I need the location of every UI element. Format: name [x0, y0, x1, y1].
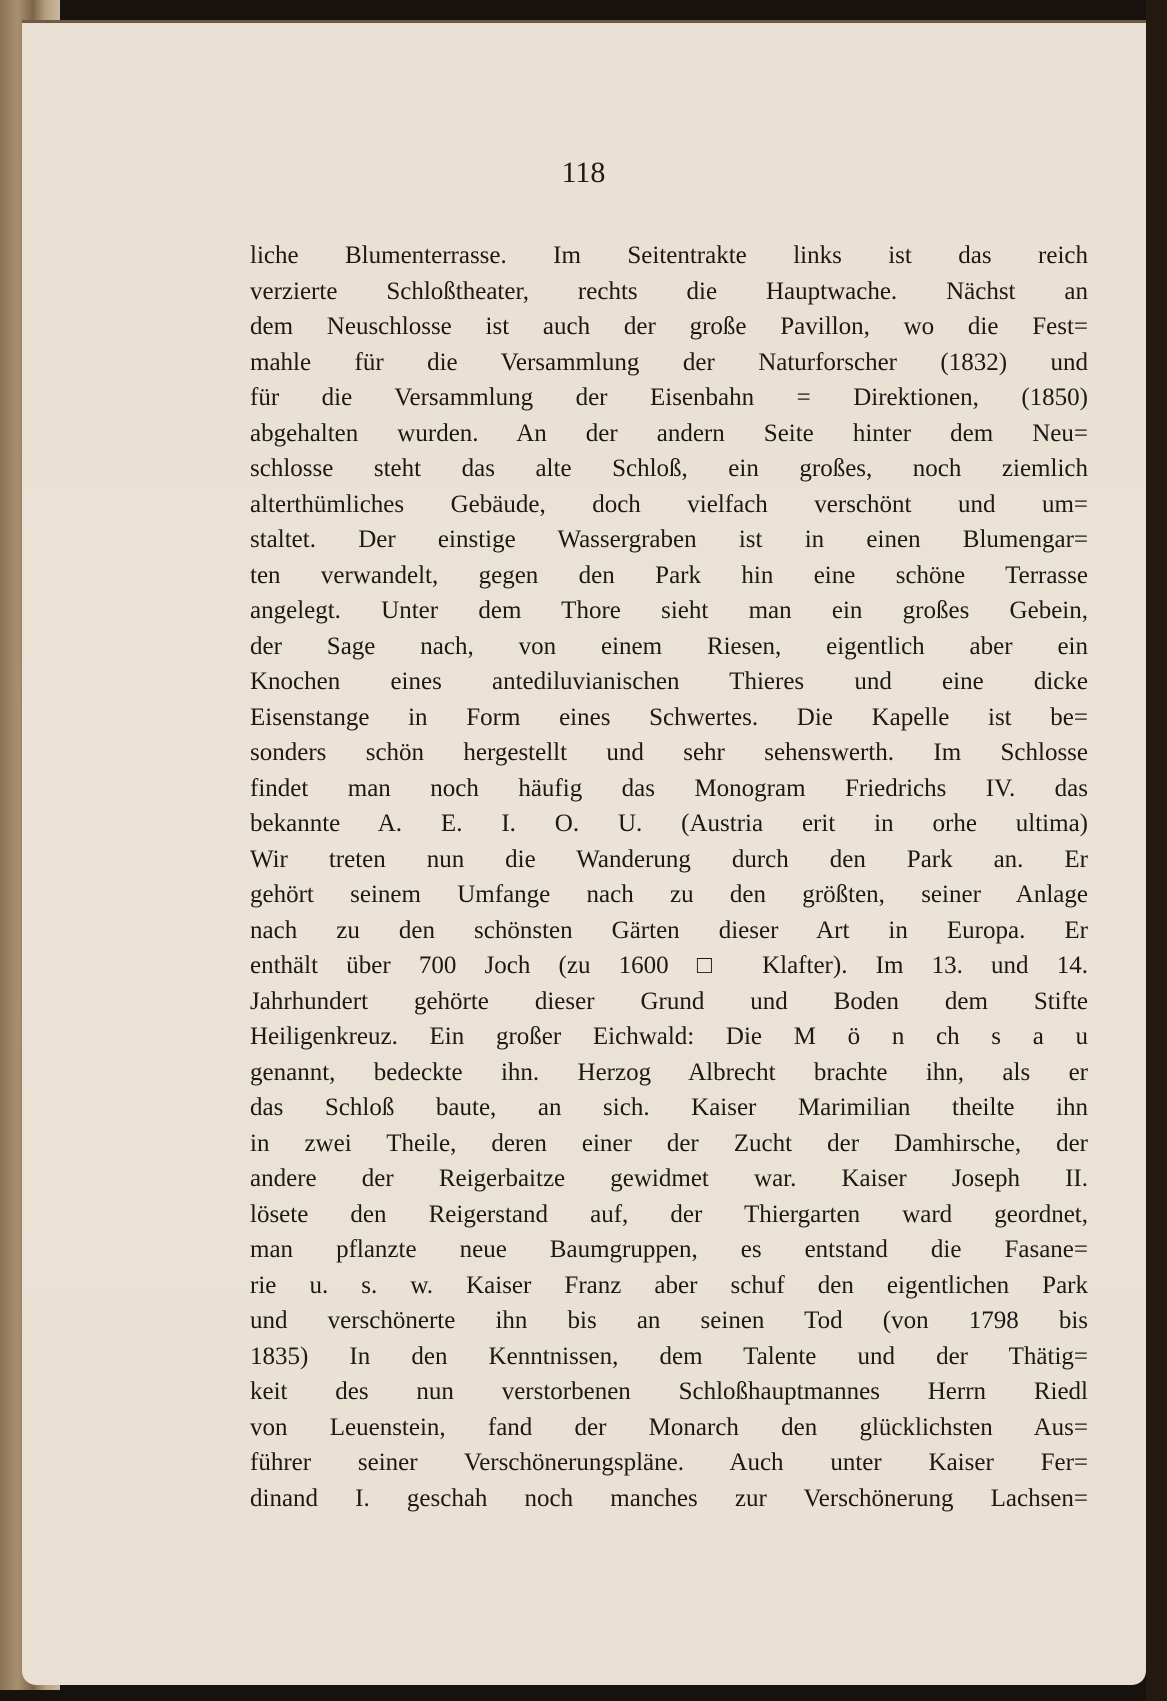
text-line: Knochen eines antediluvianischen Thieres und eine dicke [250, 668, 1088, 695]
text-line: von Leuenstein, fand der Monarch den glücklichsten Aus= [250, 1413, 1088, 1441]
page-body-text [250, 238, 1088, 1516]
text-line: das Schloß baute, an sich. Kaiser Marimilian theilte ihn [250, 1094, 1088, 1121]
text-line: Jahrhundert gehörte dieser Grund und Boden dem Stifte [250, 987, 1088, 1015]
text-line: und verschönerte ihn bis an seinen Tod (von 1798 bis [250, 1307, 1088, 1334]
text-line: keit des nun verstorbenen Schloßhauptmannes Herrn Riedl [250, 1378, 1088, 1405]
text-line: sonders schön hergestellt und sehr sehenswerth. Im Schlosse [250, 739, 1088, 766]
text-line: führer seiner Verschönerungspläne. Auch unter Kaiser Fer= [250, 1449, 1088, 1476]
text-line: lösete den Reigerstand auf, der Thiergarten ward geordnet, [250, 1200, 1088, 1228]
text-line: staltet. Der einstige Wassergraben ist in einen Blumengar= [250, 526, 1088, 553]
book-cover-edge [1146, 0, 1167, 1701]
text-line: ten verwandelt, gegen den Park hin eine schöne Terrasse [250, 561, 1088, 589]
text-line: Eisenstange in Form eines Schwertes. Die Kapelle ist be= [250, 703, 1088, 731]
text-line: dinand I. geschah noch manches zur Verschönerung Lachsen= [250, 1484, 1088, 1512]
text-line: mahle für die Versammlung der Naturforscher (1832) und [250, 348, 1088, 376]
text-line: alterthümliches Gebäude, doch vielfach verschönt und um= [250, 490, 1088, 518]
text-line: verzierte Schloßtheater, rechts die Hauptwache. Nächst an [250, 277, 1088, 305]
text-line: gehört seinem Umfange nach zu den größten, seiner Anlage [250, 881, 1088, 908]
text-line: schlosse steht das alte Schloß, ein großes, noch ziemlich [250, 455, 1088, 482]
text-line: andere der Reigerbaitze gewidmet war. Kaiser Joseph II. [250, 1165, 1088, 1192]
text-line: Wir treten nun die Wanderung durch den Park an. Er [250, 845, 1088, 873]
text-line: genannt, bedeckte ihn. Herzog Albrecht brachte ihn, als er [250, 1058, 1088, 1086]
text-line: findet man noch häufig das Monogram Friedrichs IV. das [250, 774, 1088, 802]
text-line: bekannte A. E. I. O. U. (Austria erit in orhe ultima) [250, 810, 1088, 837]
text-line: liche Blumenterrasse. Im Seitentrakte links ist das reich [250, 242, 1088, 269]
text-line: Heiligenkreuz. Ein großer Eichwald: Die M ö n ch s a u [250, 1023, 1088, 1050]
text-line: angelegt. Unter dem Thore sieht man ein großes Gebein, [250, 597, 1088, 624]
text-line: dem Neuschlosse ist auch der große Pavillon, wo die Fest= [250, 313, 1088, 340]
text-line: 1835) In den Kenntnissen, dem Talente und der Thätig= [250, 1342, 1088, 1370]
text-line: in zwei Theile, deren einer der Zucht der Damhirsche, der [250, 1129, 1088, 1157]
text-line: der Sage nach, von einem Riesen, eigentlich aber ein [250, 632, 1088, 660]
text-line: abgehalten wurden. An der andern Seite hinter dem Neu= [250, 419, 1088, 447]
text-line: nach zu den schönsten Gärten dieser Art in Europa. Er [250, 916, 1088, 944]
text-line: man pflanzte neue Baumgruppen, es entstand die Fasane= [250, 1236, 1088, 1263]
text-line: rie u. s. w. Kaiser Franz aber schuf den eigentlichen Park [250, 1271, 1088, 1299]
text-line: enthält über 700 Joch (zu 1600 □ Klafter). Im 13. und 14. [250, 952, 1088, 979]
text-line: für die Versammlung der Eisenbahn = Direktionen, (1850) [250, 384, 1088, 411]
page-number: 118 [561, 156, 606, 189]
